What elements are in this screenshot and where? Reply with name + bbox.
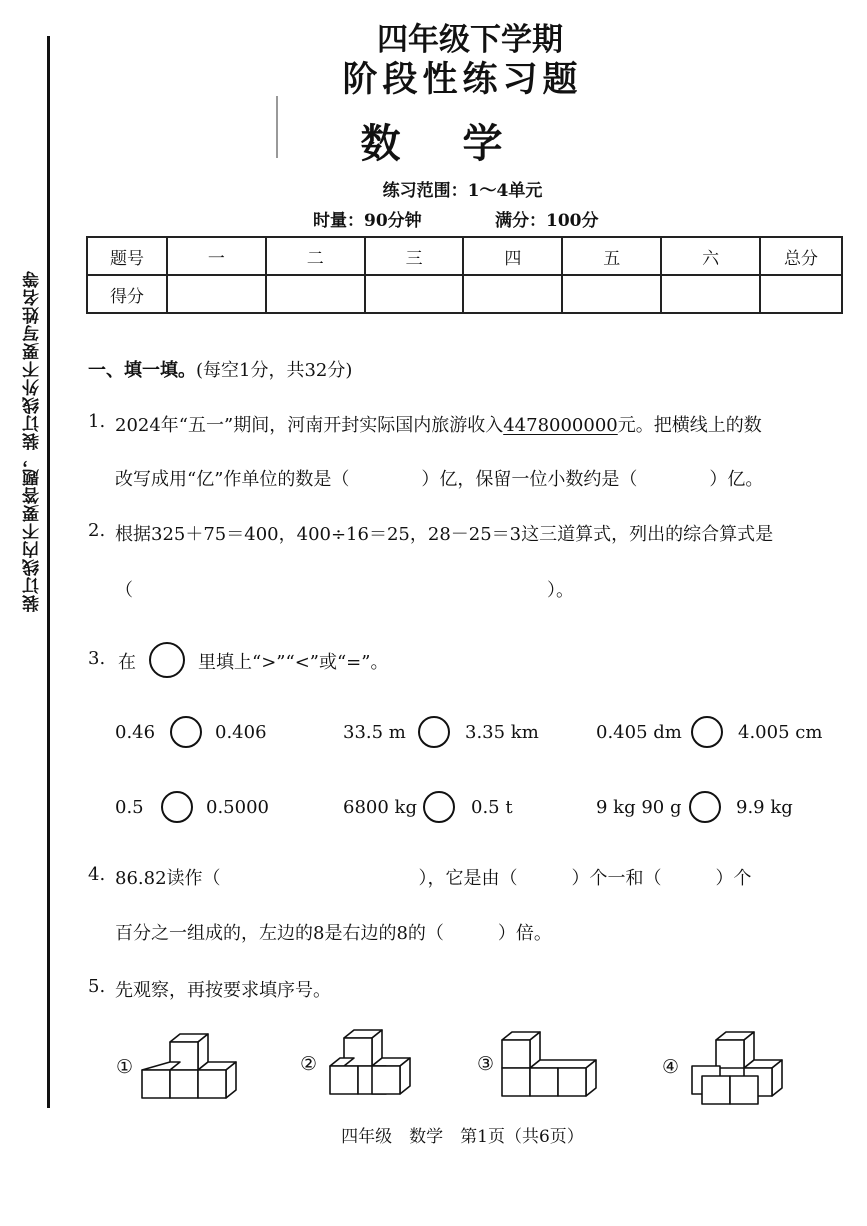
cube-figure-2 <box>328 1028 428 1100</box>
compare-circle[interactable] <box>691 716 723 748</box>
score-input-cell[interactable] <box>167 275 266 313</box>
compare-right: 0.5000 <box>206 797 269 818</box>
compare-circle[interactable] <box>418 716 450 748</box>
q5-text: 先观察，再按要求填序号。 <box>115 980 331 1001</box>
cube-figure-4 <box>690 1030 795 1110</box>
q2-line2: （ ）。 <box>115 580 574 601</box>
q4-line1: 86.82读作（ ），它是由（ ）个一和（ ）个 <box>115 868 752 889</box>
compare-left: 0.46 <box>115 722 156 743</box>
q3-text-a: 在 <box>118 652 136 673</box>
compare-left: 0.405 dm <box>596 722 682 743</box>
q1-underlined-number: 4478000000 <box>503 415 618 436</box>
compare-circle[interactable] <box>161 791 193 823</box>
binding-note: 装订线内不要答题，装订线外不要写姓名等 <box>23 270 43 612</box>
subject-title: 数学 <box>360 120 565 167</box>
q1-text-b: 元。把横线上的数 <box>617 415 762 436</box>
score-cell: 一 <box>167 237 266 275</box>
figure-label-2: ② <box>300 1053 318 1075</box>
score-input-cell[interactable] <box>760 275 842 313</box>
score-cell: 六 <box>661 237 760 275</box>
q2-number: 2. <box>88 520 106 541</box>
q1-number: 1. <box>88 411 106 432</box>
score-table-header-row <box>87 237 842 275</box>
compare-circle[interactable] <box>689 791 721 823</box>
compare-right: 9.9 kg <box>736 797 793 818</box>
compare-circle[interactable] <box>423 791 455 823</box>
cube-figure-1 <box>140 1028 250 1104</box>
full-score: 满分：100分 <box>495 211 599 231</box>
score-cell: 五 <box>562 237 661 275</box>
q3-text-b: 里填上“>”“<”或“=”。 <box>198 652 389 673</box>
figure-label-4: ④ <box>662 1056 680 1078</box>
section-heading <box>88 356 352 382</box>
figure-label-3: ③ <box>477 1053 495 1075</box>
score-input-cell[interactable] <box>266 275 365 313</box>
score-cell: 题号 <box>87 237 167 275</box>
q4-line2: 百分之一组成的，左边的8是右边的8的（ ）倍。 <box>115 923 552 944</box>
score-cell: 二 <box>266 237 365 275</box>
q2-line1: 根据325＋75＝400，400÷16＝25，28－25＝3这三道算式，列出的综合算式是 <box>115 524 774 545</box>
cube-figure-3 <box>500 1030 610 1100</box>
compare-left: 9 kg 90 g <box>596 797 682 818</box>
score-cell: 总分 <box>760 237 842 275</box>
q4-number: 4. <box>88 864 106 885</box>
compare-circle-example <box>149 642 185 678</box>
q1-text-a: 2024年“五一”期间，河南开封实际国内旅游收入 <box>115 415 504 436</box>
page-footer: 四年级 数学 第1页（共6页） <box>341 1127 584 1147</box>
compare-right: 3.35 km <box>465 722 539 743</box>
compare-left: 6800 kg <box>343 797 417 818</box>
title-line2: 阶段性练习题 <box>342 59 583 100</box>
q5-number: 5. <box>88 976 106 997</box>
section-title: 一、填一填。 <box>88 360 196 381</box>
q3-number: 3. <box>88 648 106 669</box>
score-table-score-row <box>87 275 842 313</box>
score-input-cell[interactable] <box>562 275 661 313</box>
section-note: (每空1分，共32分) <box>196 360 353 381</box>
score-input-cell[interactable] <box>463 275 562 313</box>
compare-left: 0.5 <box>115 797 144 818</box>
score-cell: 四 <box>463 237 562 275</box>
score-table <box>86 236 843 314</box>
compare-left: 33.5 m <box>343 722 406 743</box>
score-row-label: 得分 <box>87 275 167 313</box>
practice-range: 练习范围：1～4单元 <box>382 181 543 201</box>
compare-circle[interactable] <box>170 716 202 748</box>
q1-line1 <box>115 411 762 437</box>
compare-right: 4.005 cm <box>738 722 823 743</box>
time-limit: 时量：90分钟 <box>313 211 422 231</box>
compare-right: 0.406 <box>215 722 267 743</box>
q1-line2: 改写成用“亿”作单位的数是（ ）亿，保留一位小数约是（ ）亿。 <box>115 469 764 490</box>
compare-right: 0.5 t <box>471 797 513 818</box>
score-input-cell[interactable] <box>365 275 464 313</box>
figure-label-1: ① <box>116 1056 134 1078</box>
score-cell: 三 <box>365 237 464 275</box>
title-line1: 四年级下学期 <box>377 22 563 58</box>
score-input-cell[interactable] <box>661 275 760 313</box>
